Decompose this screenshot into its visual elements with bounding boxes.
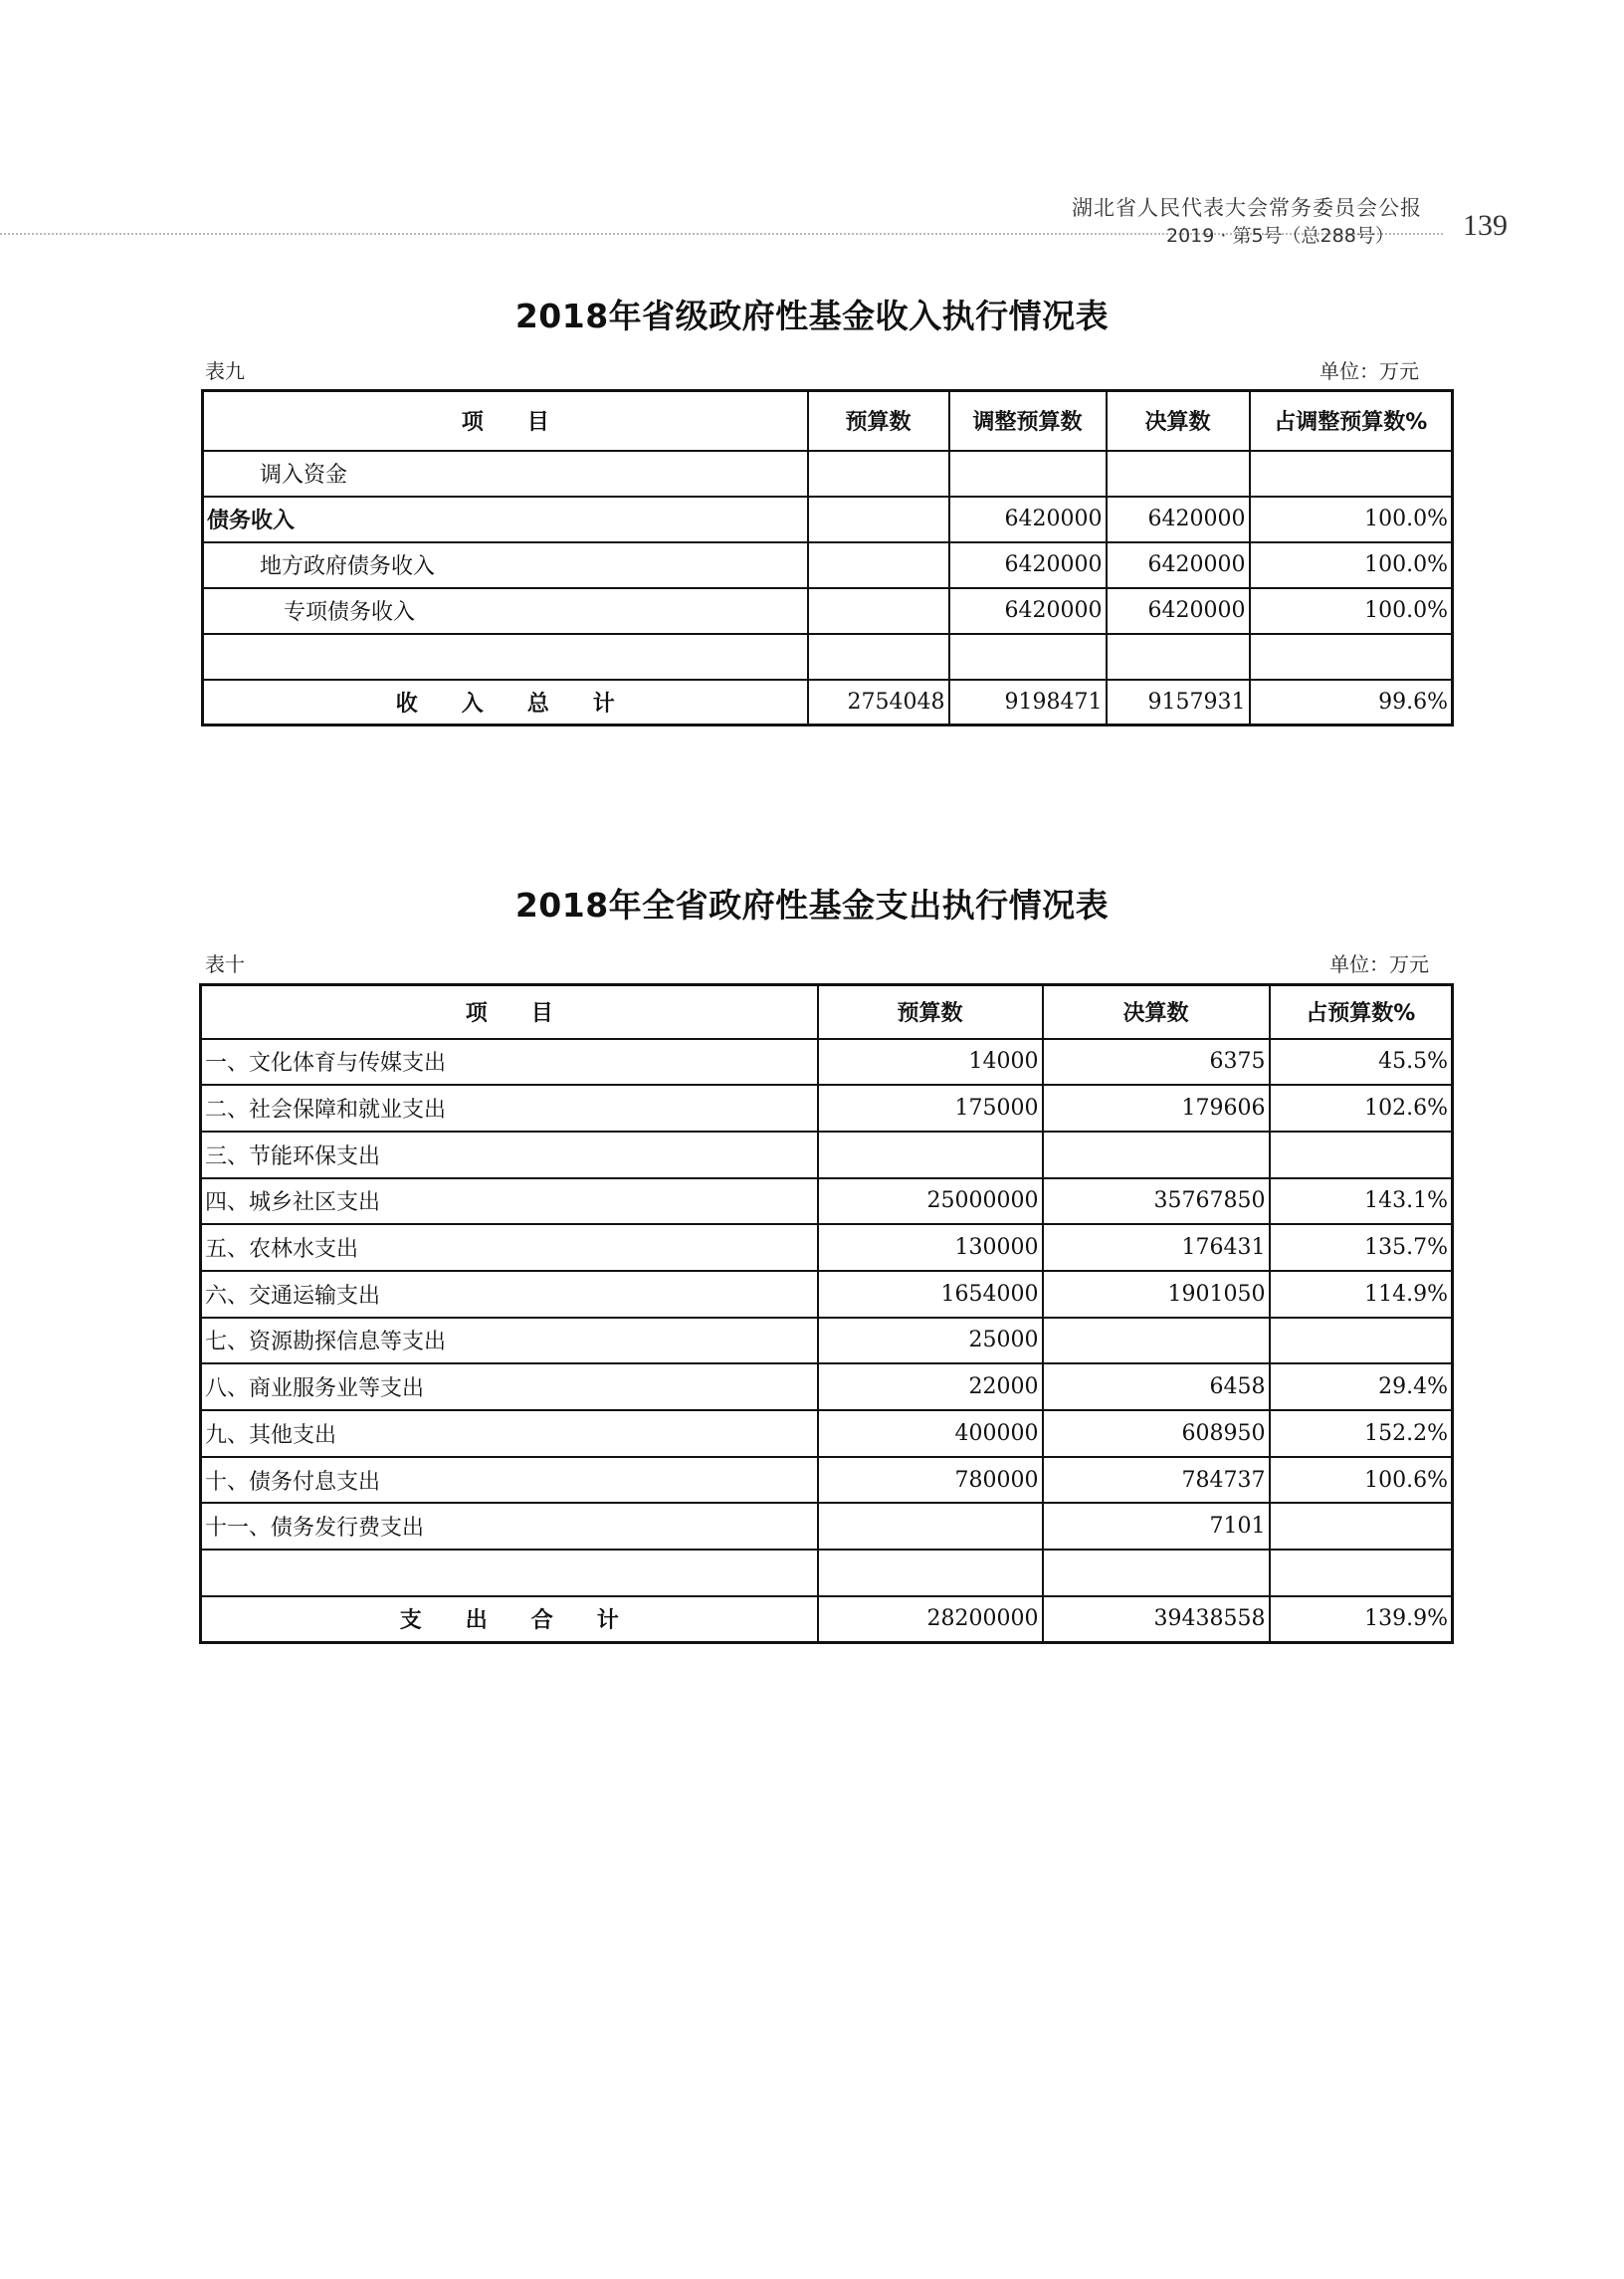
row-pct [1270, 1132, 1453, 1178]
table9-header-row [203, 391, 1453, 451]
row-final [1107, 634, 1250, 680]
row-pct: 135.7% [1270, 1224, 1453, 1271]
row-pct [1250, 634, 1453, 680]
row-pct: 152.2% [1270, 1410, 1453, 1457]
row-item: 八、商业服务业等支出 [201, 1363, 818, 1410]
row-item: 五、农林水支出 [201, 1224, 818, 1271]
table-row [201, 1132, 1453, 1178]
row-item: 地方政府债务收入 [203, 542, 808, 588]
row-pct [1270, 1503, 1453, 1550]
table-row [201, 1039, 1453, 1086]
row-pct: 29.4% [1270, 1363, 1453, 1410]
row-final: 176431 [1043, 1224, 1270, 1271]
table-row [201, 1410, 1453, 1457]
row-final: 6458 [1043, 1363, 1270, 1410]
table-row [203, 451, 1453, 497]
table-row [201, 1550, 1453, 1596]
row-adjusted: 6420000 [949, 542, 1107, 588]
table10-total-row [201, 1596, 1453, 1643]
row-pct [1250, 451, 1453, 497]
row-item: 调入资金 [203, 451, 808, 497]
total-final: 9157931 [1107, 680, 1250, 725]
row-item [201, 1550, 818, 1596]
row-item: 一、文化体育与传媒支出 [201, 1039, 818, 1086]
row-budget: 780000 [818, 1457, 1043, 1504]
row-final: 6375 [1043, 1039, 1270, 1086]
row-budget: 14000 [818, 1039, 1043, 1086]
page-number: 139 [1463, 209, 1508, 242]
row-final [1043, 1318, 1270, 1364]
row-final: 35767850 [1043, 1178, 1270, 1225]
row-pct: 100.0% [1250, 588, 1453, 634]
row-item: 四、城乡社区支出 [201, 1178, 818, 1225]
row-item: 三、节能环保支出 [201, 1132, 818, 1178]
row-budget [808, 634, 949, 680]
row-budget: 22000 [818, 1363, 1043, 1410]
table9-col-final: 决算数 [1107, 391, 1250, 451]
row-pct: 143.1% [1270, 1178, 1453, 1225]
table10-col-budget: 预算数 [818, 985, 1043, 1039]
total-final: 39438558 [1043, 1596, 1270, 1643]
row-item: 十、债务付息支出 [201, 1457, 818, 1504]
table9-col-adjusted: 调整预算数 [949, 391, 1107, 451]
row-budget [808, 451, 949, 497]
row-budget [808, 497, 949, 542]
table9-unit: 单位：万元 [1320, 359, 1419, 383]
table-row [201, 1318, 1453, 1364]
row-budget: 25000000 [818, 1178, 1043, 1225]
row-budget [818, 1503, 1043, 1550]
table10-col-item: 项 目 [201, 985, 818, 1039]
row-item: 债务收入 [203, 497, 808, 542]
total-label: 支 出 合 计 [201, 1596, 818, 1643]
row-item: 专项债务收入 [203, 588, 808, 634]
row-pct: 100.0% [1250, 497, 1453, 542]
row-pct: 102.6% [1270, 1085, 1453, 1132]
row-budget [818, 1550, 1043, 1596]
row-final: 6420000 [1107, 588, 1250, 634]
table10-unit: 单位：万元 [1329, 952, 1429, 976]
row-final [1107, 451, 1250, 497]
total-adjusted: 9198471 [949, 680, 1107, 725]
total-budget: 2754048 [808, 680, 949, 725]
row-pct: 100.6% [1270, 1457, 1453, 1504]
table-row [201, 1085, 1453, 1132]
row-item: 十一、债务发行费支出 [201, 1503, 818, 1550]
table10-col-final: 决算数 [1043, 985, 1270, 1039]
total-pct: 99.6% [1250, 680, 1453, 725]
row-adjusted [949, 634, 1107, 680]
row-pct: 45.5% [1270, 1039, 1453, 1086]
total-pct: 139.9% [1270, 1596, 1453, 1643]
row-adjusted: 6420000 [949, 497, 1107, 542]
row-budget [818, 1132, 1043, 1178]
row-pct: 100.0% [1250, 542, 1453, 588]
row-item: 七、资源勘探信息等支出 [201, 1318, 818, 1364]
row-final: 7101 [1043, 1503, 1270, 1550]
table10-col-pct: 占预算数% [1270, 985, 1453, 1039]
row-final [1043, 1550, 1270, 1596]
table9-label: 表九 [205, 359, 245, 383]
table9-col-item: 项 目 [203, 391, 808, 451]
table-row [203, 542, 1453, 588]
row-item: 六、交通运输支出 [201, 1271, 818, 1318]
table-row [201, 1271, 1453, 1318]
row-budget: 130000 [818, 1224, 1043, 1271]
table10-header-row [201, 985, 1453, 1039]
row-adjusted: 6420000 [949, 588, 1107, 634]
row-item: 二、社会保障和就业支出 [201, 1085, 818, 1132]
table-row [203, 634, 1453, 680]
total-label: 收 入 总 计 [203, 680, 808, 725]
row-item: 九、其他支出 [201, 1410, 818, 1457]
table9-col-budget: 预算数 [808, 391, 949, 451]
row-budget: 25000 [818, 1318, 1043, 1364]
table-row [203, 588, 1453, 634]
total-budget: 28200000 [818, 1596, 1043, 1643]
row-final: 6420000 [1107, 542, 1250, 588]
row-budget: 1654000 [818, 1271, 1043, 1318]
issue-number: 2019 · 第5号（总288号） [1166, 225, 1394, 247]
row-pct [1270, 1318, 1453, 1364]
table9-total-row [203, 680, 1453, 725]
row-adjusted [949, 451, 1107, 497]
row-pct [1270, 1550, 1453, 1596]
table-row [201, 1363, 1453, 1410]
row-final: 784737 [1043, 1457, 1270, 1504]
row-final [1043, 1132, 1270, 1178]
row-budget [808, 588, 949, 634]
row-pct: 114.9% [1270, 1271, 1453, 1318]
row-final: 1901050 [1043, 1271, 1270, 1318]
table9-title: 2018年省级政府性基金收入执行情况表 [514, 297, 1110, 335]
table-row [203, 497, 1453, 542]
row-final: 608950 [1043, 1410, 1270, 1457]
row-item [203, 634, 808, 680]
table-row [201, 1178, 1453, 1225]
table9 [201, 389, 1454, 726]
table-row [201, 1503, 1453, 1550]
table9-col-pct: 占调整预算数% [1250, 391, 1453, 451]
table10-title: 2018年全省政府性基金支出执行情况表 [514, 886, 1110, 925]
row-budget: 400000 [818, 1410, 1043, 1457]
table-row [201, 1457, 1453, 1504]
row-final: 179606 [1043, 1085, 1270, 1132]
journal-name: 湖北省人民代表大会常务委员会公报 [1072, 196, 1422, 220]
row-final: 6420000 [1107, 497, 1250, 542]
table10-label: 表十 [205, 952, 245, 976]
table-row [201, 1224, 1453, 1271]
row-budget: 175000 [818, 1085, 1043, 1132]
table10 [199, 983, 1454, 1644]
row-budget [808, 542, 949, 588]
